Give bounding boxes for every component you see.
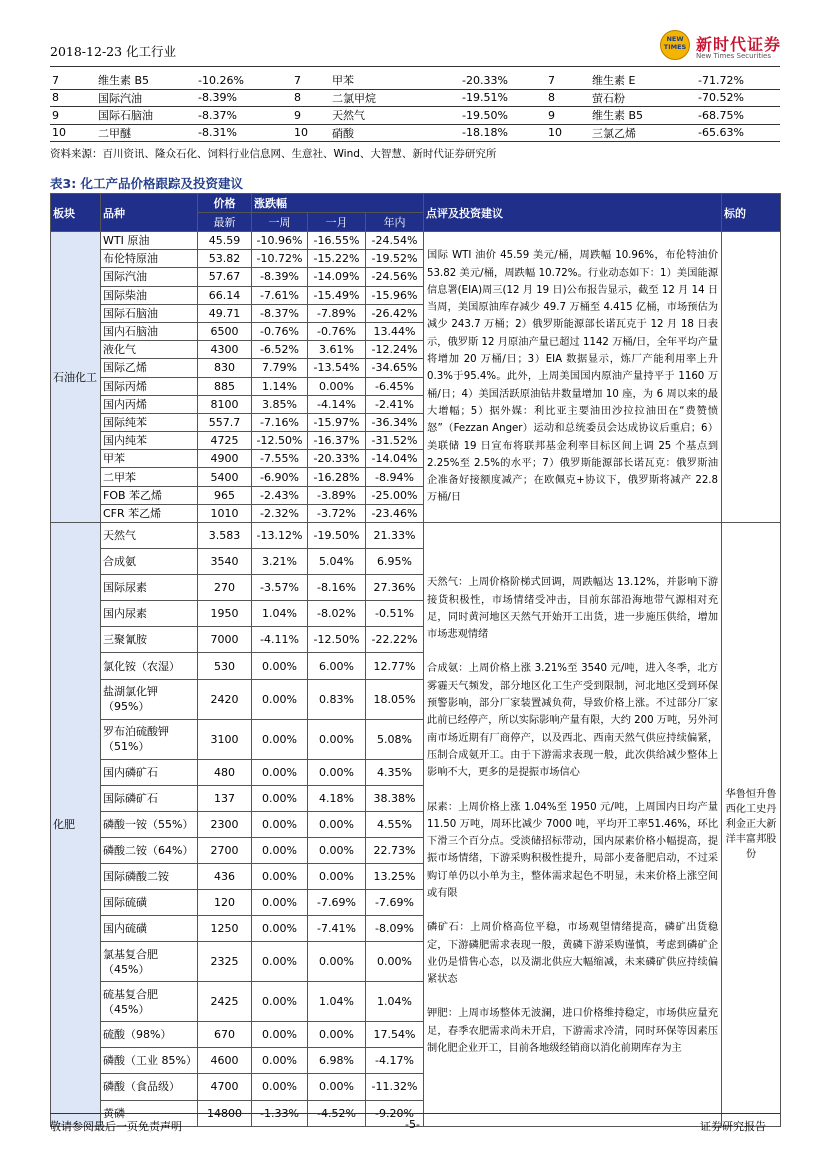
value-cell: 6.98% xyxy=(308,1048,366,1074)
product-name-cell: 国际尿素 xyxy=(101,575,198,601)
value-cell: 12.77% xyxy=(366,653,424,679)
value-cell: 0.00% xyxy=(252,890,308,916)
value-cell: 0.00% xyxy=(308,811,366,837)
value-cell: 4.35% xyxy=(366,759,424,785)
ranking-cell: 7 xyxy=(292,72,330,89)
ranking-cell: -18.18% xyxy=(460,124,546,142)
ranking-row xyxy=(50,124,780,142)
value-cell: -24.54% xyxy=(366,232,424,250)
value-cell: -16.28% xyxy=(308,468,366,486)
report-date-sector: 2018-12-23 化工行业 xyxy=(50,44,177,59)
value-cell: 1.04% xyxy=(308,982,366,1022)
value-cell: -8.39% xyxy=(252,268,308,286)
value-cell: 2420 xyxy=(198,679,252,719)
value-cell: -19.52% xyxy=(366,250,424,268)
comment-cell: 国际 WTI 油价 45.59 美元/桶，周跌幅 10.96%，布伦特油价 53.82 美元/桶，周跌幅 10.72%。行业动态如下：1）美国能源信息署(EIA)周三(12 月 19 日)公布报告显示，截至 12 月 14 日当周，美国原油库存减少 49.7 万桶至 4.415 亿桶，市场预估为减少 243.7 万桶；2）俄罗斯能源部长诺瓦克于 12 月 18 日表示，俄罗斯 12 月原油产量已超过 1142 万桶/日，全年平均产量将增加 20 万桶/日；3）EIA 数据显示，炼厂产能利用率上升 0.3%于95.4%。此外，上周美国国内原油产量持平于 1160 万桶/日；4）美国活跃原油钻井数量增加 10 座，为 6 周以来的最大增幅；5）据外媒：利比亚主要油田沙拉拉油田在“费赞愤怒”（Fezzan Anger）运动和总统委员会达成协议后重启；6）美联储 19 日宣布将联邦基金利率目标区间上调 25 个基点到 2.25%至 2.5%的水平；7）俄罗斯能源部长诺瓦克：俄罗斯油企准备好接额度减产；在欧佩克+协议下，俄罗斯将减产 22.8 万桶/日 xyxy=(424,232,722,523)
value-cell: -7.41% xyxy=(308,916,366,942)
value-cell: 1250 xyxy=(198,916,252,942)
value-cell: -12.24% xyxy=(366,341,424,359)
ranking-row xyxy=(50,72,780,89)
product-name-cell: 磷酸（食品级） xyxy=(101,1074,198,1100)
value-cell: -12.50% xyxy=(252,432,308,450)
product-name-cell: 硫酸（98%） xyxy=(101,1022,198,1048)
value-cell: 1950 xyxy=(198,601,252,627)
product-name-cell: 国内纯苯 xyxy=(101,432,198,450)
product-name-cell: 国内丙烯 xyxy=(101,395,198,413)
value-cell: 0.00% xyxy=(308,377,366,395)
header-divider xyxy=(50,66,780,67)
value-cell: 530 xyxy=(198,653,252,679)
value-cell: 3.21% xyxy=(252,549,308,575)
value-cell: 0.00% xyxy=(252,679,308,719)
ranking-cell: 9 xyxy=(546,107,590,125)
value-cell: 0.00% xyxy=(252,942,308,982)
product-name-cell: 氯基复合肥（45%） xyxy=(101,942,198,982)
ranking-cell: 10 xyxy=(50,124,96,142)
product-name-cell: 甲苯 xyxy=(101,450,198,468)
ranking-cell: 8 xyxy=(292,89,330,107)
value-cell: 5.08% xyxy=(366,719,424,759)
ranking-row xyxy=(50,89,780,107)
product-name-cell: 国际硫磺 xyxy=(101,890,198,916)
value-cell: 2300 xyxy=(198,811,252,837)
value-cell: -4.14% xyxy=(308,395,366,413)
value-cell: -12.50% xyxy=(308,627,366,653)
ranking-cell: 9 xyxy=(50,107,96,125)
product-name-cell: 国际磷矿石 xyxy=(101,785,198,811)
value-cell: 14800 xyxy=(198,1100,252,1126)
value-cell: -14.09% xyxy=(308,268,366,286)
value-cell: 0.00% xyxy=(252,785,308,811)
value-cell: 557.7 xyxy=(198,413,252,431)
col-comment: 点评及投资建议 xyxy=(424,194,722,232)
value-cell: 7.79% xyxy=(252,359,308,377)
value-cell: 0.00% xyxy=(252,653,308,679)
ranking-cell: -19.50% xyxy=(460,107,546,125)
value-cell: 1.04% xyxy=(366,982,424,1022)
col-ytd: 年内 xyxy=(366,213,424,232)
product-name-cell: 天然气 xyxy=(101,523,198,549)
sector-cell: 石油化工 xyxy=(51,232,101,523)
value-cell: 0.00% xyxy=(308,759,366,785)
ranking-row xyxy=(50,107,780,125)
value-cell: -8.09% xyxy=(366,916,424,942)
value-cell: -20.33% xyxy=(308,450,366,468)
value-cell: -2.32% xyxy=(252,504,308,522)
ranking-cell: -8.31% xyxy=(196,124,292,142)
value-cell: -0.76% xyxy=(308,322,366,340)
value-cell: 5.04% xyxy=(308,549,366,575)
value-cell: -3.72% xyxy=(308,504,366,522)
value-cell: 22.73% xyxy=(366,837,424,863)
price-change-ranking-table xyxy=(50,72,780,142)
value-cell: -7.16% xyxy=(252,413,308,431)
value-cell: -0.76% xyxy=(252,322,308,340)
ranking-cell: -19.51% xyxy=(460,89,546,107)
value-cell: 57.67 xyxy=(198,268,252,286)
value-cell: 4300 xyxy=(198,341,252,359)
value-cell: 0.00% xyxy=(252,837,308,863)
product-name-cell: 国际丙烯 xyxy=(101,377,198,395)
ranking-cell: -20.33% xyxy=(460,72,546,89)
value-cell: 0.00% xyxy=(252,982,308,1022)
logo-chinese-name: 新时代证券 xyxy=(696,35,782,54)
product-name-cell: 盐湖氯化钾（95%） xyxy=(101,679,198,719)
disclaimer-note: 敬请参阅最后一页免责声明 xyxy=(50,1120,182,1133)
value-cell: -10.96% xyxy=(252,232,308,250)
product-name-cell: 国际磷酸二铵 xyxy=(101,863,198,889)
value-cell: -8.16% xyxy=(308,575,366,601)
value-cell: -6.90% xyxy=(252,468,308,486)
comment-paragraph: 钾肥：上周市场整体无波澜，进口价格维持稳定，市场供应量充足，春季农肥需求尚未开启，下游需求冷清，同时环保等因素压制化肥企业开工，目前各地级经销商以消化前期库存为主 xyxy=(427,1008,719,1055)
value-cell: 0.00% xyxy=(308,1022,366,1048)
product-name-cell: WTI 原油 xyxy=(101,232,198,250)
value-cell: 45.59 xyxy=(198,232,252,250)
product-name-cell: 国际乙烯 xyxy=(101,359,198,377)
product-name-cell: CFR 苯乙烯 xyxy=(101,504,198,522)
ranking-cell: 萤石粉 xyxy=(590,89,696,107)
ranking-cell: 8 xyxy=(50,89,96,107)
value-cell: -6.45% xyxy=(366,377,424,395)
ranking-cell: 甲苯 xyxy=(330,72,460,89)
value-cell: 4600 xyxy=(198,1048,252,1074)
value-cell: -31.52% xyxy=(366,432,424,450)
value-cell: 3.85% xyxy=(252,395,308,413)
ranking-cell: -71.72% xyxy=(696,72,780,89)
company-logo xyxy=(660,30,790,70)
value-cell: 13.44% xyxy=(366,322,424,340)
product-name-cell: FOB 苯乙烯 xyxy=(101,486,198,504)
target-stocks-cell xyxy=(722,232,781,523)
value-cell: -7.61% xyxy=(252,286,308,304)
col-sector: 板块 xyxy=(51,194,101,232)
value-cell: 0.00% xyxy=(308,863,366,889)
value-cell: -3.89% xyxy=(308,486,366,504)
product-name-cell: 国内尿素 xyxy=(101,601,198,627)
footer-divider xyxy=(50,1113,780,1114)
value-cell: 66.14 xyxy=(198,286,252,304)
value-cell: 4725 xyxy=(198,432,252,450)
value-cell: -2.43% xyxy=(252,486,308,504)
col-week: 一周 xyxy=(252,213,308,232)
value-cell: 38.38% xyxy=(366,785,424,811)
value-cell: 18.05% xyxy=(366,679,424,719)
value-cell: -4.11% xyxy=(252,627,308,653)
logo-english-name: New Times Securities xyxy=(696,52,771,60)
product-name-cell: 硫基复合肥（45%） xyxy=(101,982,198,1022)
value-cell: -16.37% xyxy=(308,432,366,450)
product-name-cell: 黄磷 xyxy=(101,1100,198,1126)
value-cell: 436 xyxy=(198,863,252,889)
report-type: 证券研究报告 xyxy=(700,1120,766,1133)
product-name-cell: 磷酸一铵（55%） xyxy=(101,811,198,837)
col-latest: 最新 xyxy=(198,213,252,232)
product-name-cell: 罗布泊硫酸钾（51%） xyxy=(101,719,198,759)
value-cell: 5400 xyxy=(198,468,252,486)
value-cell: 0.00% xyxy=(252,719,308,759)
value-cell: 21.33% xyxy=(366,523,424,549)
value-cell: -7.89% xyxy=(308,304,366,322)
product-name-cell: 氯化铵（农湿） xyxy=(101,653,198,679)
ranking-cell: 国际汽油 xyxy=(96,89,196,107)
ranking-cell: 10 xyxy=(292,124,330,142)
value-cell: -15.97% xyxy=(308,413,366,431)
value-cell: -9.20% xyxy=(366,1100,424,1126)
logo-mark-icon: NEW TIMES xyxy=(660,30,690,60)
value-cell: 0.83% xyxy=(308,679,366,719)
table-row xyxy=(51,232,781,250)
value-cell: -25.00% xyxy=(366,486,424,504)
value-cell: 4.55% xyxy=(366,811,424,837)
value-cell: 2425 xyxy=(198,982,252,1022)
value-cell: 8100 xyxy=(198,395,252,413)
chemical-price-tracking-table xyxy=(50,193,781,1127)
value-cell: -23.46% xyxy=(366,504,424,522)
ranking-cell: 二氯甲烷 xyxy=(330,89,460,107)
col-change: 涨跌幅 xyxy=(252,194,424,213)
value-cell: 6.00% xyxy=(308,653,366,679)
product-name-cell: 合成氨 xyxy=(101,549,198,575)
value-cell: -34.65% xyxy=(366,359,424,377)
value-cell: 7000 xyxy=(198,627,252,653)
value-cell: -7.55% xyxy=(252,450,308,468)
value-cell: 1.14% xyxy=(252,377,308,395)
value-cell: 0.00% xyxy=(366,942,424,982)
value-cell: 4700 xyxy=(198,1074,252,1100)
value-cell: -4.52% xyxy=(308,1100,366,1126)
value-cell: -8.94% xyxy=(366,468,424,486)
value-cell: -15.96% xyxy=(366,286,424,304)
value-cell: 6.95% xyxy=(366,549,424,575)
value-cell: -2.41% xyxy=(366,395,424,413)
ranking-cell: 国际石脑油 xyxy=(96,107,196,125)
value-cell: 120 xyxy=(198,890,252,916)
table-row xyxy=(51,523,781,549)
value-cell: 0.00% xyxy=(252,1022,308,1048)
value-cell: 830 xyxy=(198,359,252,377)
col-price: 价格 xyxy=(198,194,252,213)
product-name-cell: 国际石脑油 xyxy=(101,304,198,322)
ranking-cell: 10 xyxy=(546,124,590,142)
ranking-cell: -10.26% xyxy=(196,72,292,89)
product-name-cell: 二甲苯 xyxy=(101,468,198,486)
value-cell: 2325 xyxy=(198,942,252,982)
value-cell: -7.69% xyxy=(366,890,424,916)
value-cell: -4.17% xyxy=(366,1048,424,1074)
value-cell: -10.72% xyxy=(252,250,308,268)
page-number: -5- xyxy=(405,1118,420,1131)
value-cell: 13.25% xyxy=(366,863,424,889)
value-cell: -7.69% xyxy=(308,890,366,916)
value-cell: -15.22% xyxy=(308,250,366,268)
ranking-cell: -65.63% xyxy=(696,124,780,142)
value-cell: 53.82 xyxy=(198,250,252,268)
product-name-cell: 布伦特原油 xyxy=(101,250,198,268)
value-cell: 670 xyxy=(198,1022,252,1048)
value-cell: 0.00% xyxy=(252,1074,308,1100)
ranking-cell: 维生素 E xyxy=(590,72,696,89)
value-cell: -16.55% xyxy=(308,232,366,250)
product-name-cell: 三聚氰胺 xyxy=(101,627,198,653)
ranking-cell: 维生素 B5 xyxy=(96,72,196,89)
product-name-cell: 磷酸二铵（64%） xyxy=(101,837,198,863)
value-cell: -8.02% xyxy=(308,601,366,627)
ranking-cell: -68.75% xyxy=(696,107,780,125)
value-cell: -8.37% xyxy=(252,304,308,322)
product-name-cell: 磷酸（工业 85%） xyxy=(101,1048,198,1074)
product-name-cell: 国际纯苯 xyxy=(101,413,198,431)
ranking-cell: 8 xyxy=(546,89,590,107)
value-cell: -3.57% xyxy=(252,575,308,601)
value-cell: -6.52% xyxy=(252,341,308,359)
comment-paragraph: 合成氨：上周价格上涨 3.21%至 3540 元/吨，进入冬季，北方雾霾天气频发，部分地区化工生产受到限制，河北地区受到环保预警影响，部分厂家装置减负荷，导致价格上涨。不过部分厂家此前已经停产，所以实际影响产量有限，大约 200 万吨，另外河南市场近期有厂商停产，以及西北、西南天然气供应持续偏紧，压制合成氨开工。由于下游需求表现一般，此次供给减少整体上影响不大，更多的是提振市场信心 xyxy=(427,663,719,779)
value-cell: -0.51% xyxy=(366,601,424,627)
ranking-cell: 天然气 xyxy=(330,107,460,125)
comment-cell xyxy=(424,523,722,1127)
ranking-cell: 二甲醚 xyxy=(96,124,196,142)
value-cell: 0.00% xyxy=(252,759,308,785)
value-cell: 1.04% xyxy=(252,601,308,627)
value-cell: 1010 xyxy=(198,504,252,522)
value-cell: -24.56% xyxy=(366,268,424,286)
ranking-cell: 维生素 B5 xyxy=(590,107,696,125)
value-cell: 0.00% xyxy=(252,916,308,942)
value-cell: 49.71 xyxy=(198,304,252,322)
value-cell: 0.00% xyxy=(252,811,308,837)
value-cell: -36.34% xyxy=(366,413,424,431)
value-cell: 27.36% xyxy=(366,575,424,601)
value-cell: 965 xyxy=(198,486,252,504)
col-month: 一月 xyxy=(308,213,366,232)
comment-paragraph: 磷矿石：上周价格高位平稳，市场观望情绪提高，磷矿出货稳定，下游磷肥需求表现一般，黄磷下游采购谨慎，考虑到磷矿企业仍是惜售心态，以及湖北供应大幅缩减，未来磷矿供应持续偏紧状态 xyxy=(427,922,719,986)
ranking-cell: -70.52% xyxy=(696,89,780,107)
product-name-cell: 国际汽油 xyxy=(101,268,198,286)
value-cell: -14.04% xyxy=(366,450,424,468)
value-cell: 0.00% xyxy=(308,719,366,759)
value-cell: 0.00% xyxy=(308,942,366,982)
value-cell: 3.61% xyxy=(308,341,366,359)
value-cell: -15.49% xyxy=(308,286,366,304)
value-cell: 3.583 xyxy=(198,523,252,549)
value-cell: -13.12% xyxy=(252,523,308,549)
value-cell: 3540 xyxy=(198,549,252,575)
ranking-cell: 三氯乙烯 xyxy=(590,124,696,142)
data-source-note: 资料来源：百川资讯、隆众石化、饲料行业信息网、生意社、Wind、大智慧、新时代证券研究所 xyxy=(50,148,497,160)
ranking-cell: -8.39% xyxy=(196,89,292,107)
product-name-cell: 国内石脑油 xyxy=(101,322,198,340)
value-cell: -22.22% xyxy=(366,627,424,653)
col-product: 品种 xyxy=(101,194,198,232)
ranking-cell: -8.37% xyxy=(196,107,292,125)
product-name-cell: 国内硫磺 xyxy=(101,916,198,942)
table-title: 表3: 化工产品价格跟踪及投资建议 xyxy=(50,176,244,191)
product-name-cell: 国际柴油 xyxy=(101,286,198,304)
value-cell: -1.33% xyxy=(252,1100,308,1126)
value-cell: -13.54% xyxy=(308,359,366,377)
value-cell: 17.54% xyxy=(366,1022,424,1048)
value-cell: 3100 xyxy=(198,719,252,759)
value-cell: -26.42% xyxy=(366,304,424,322)
product-name-cell: 国内磷矿石 xyxy=(101,759,198,785)
value-cell: 2700 xyxy=(198,837,252,863)
comment-paragraph: 天然气：上周价格阶梯式回调，周跌幅达 13.12%，并影响下游接货积极性，市场情绪受冲击，目前东部沿海地带气源相对充足，同时黄河地区天然气开始开工出货，进一步施压供给，增加市场悲观情绪 xyxy=(427,577,719,641)
ranking-cell: 9 xyxy=(292,107,330,125)
value-cell: 0.00% xyxy=(308,1074,366,1100)
col-target: 标的 xyxy=(722,194,781,232)
comment-paragraph: 尿素：上周价格上涨 1.04%至 1950 元/吨，上周国内日均产量 11.50 万吨，周环比减少 7000 吨，平均开工率51.46%，环比下滑三个百分点。受淡储招标带动，国内尿素价格小幅提高，提振市场情绪，下游采购积极性提升，局部小麦备肥启动，不过采购订单仍以小单为主，整体需求起色不明显，未来价格上涨空间或有限 xyxy=(427,801,719,899)
product-name-cell: 液化气 xyxy=(101,341,198,359)
ranking-cell: 硝酸 xyxy=(330,124,460,142)
value-cell: 0.00% xyxy=(308,837,366,863)
value-cell: 4.18% xyxy=(308,785,366,811)
value-cell: -19.50% xyxy=(308,523,366,549)
ranking-cell: 7 xyxy=(50,72,96,89)
value-cell: 6500 xyxy=(198,322,252,340)
value-cell: -11.32% xyxy=(366,1074,424,1100)
value-cell: 885 xyxy=(198,377,252,395)
value-cell: 480 xyxy=(198,759,252,785)
value-cell: 270 xyxy=(198,575,252,601)
ranking-cell: 7 xyxy=(546,72,590,89)
value-cell: 0.00% xyxy=(252,863,308,889)
value-cell: 4900 xyxy=(198,450,252,468)
target-stocks-cell: 华鲁恒升鲁西化工史丹利金正大新洋丰富邦股份 xyxy=(722,523,781,1127)
sector-cell: 化肥 xyxy=(51,523,101,1127)
value-cell: 0.00% xyxy=(252,1048,308,1074)
value-cell: 137 xyxy=(198,785,252,811)
